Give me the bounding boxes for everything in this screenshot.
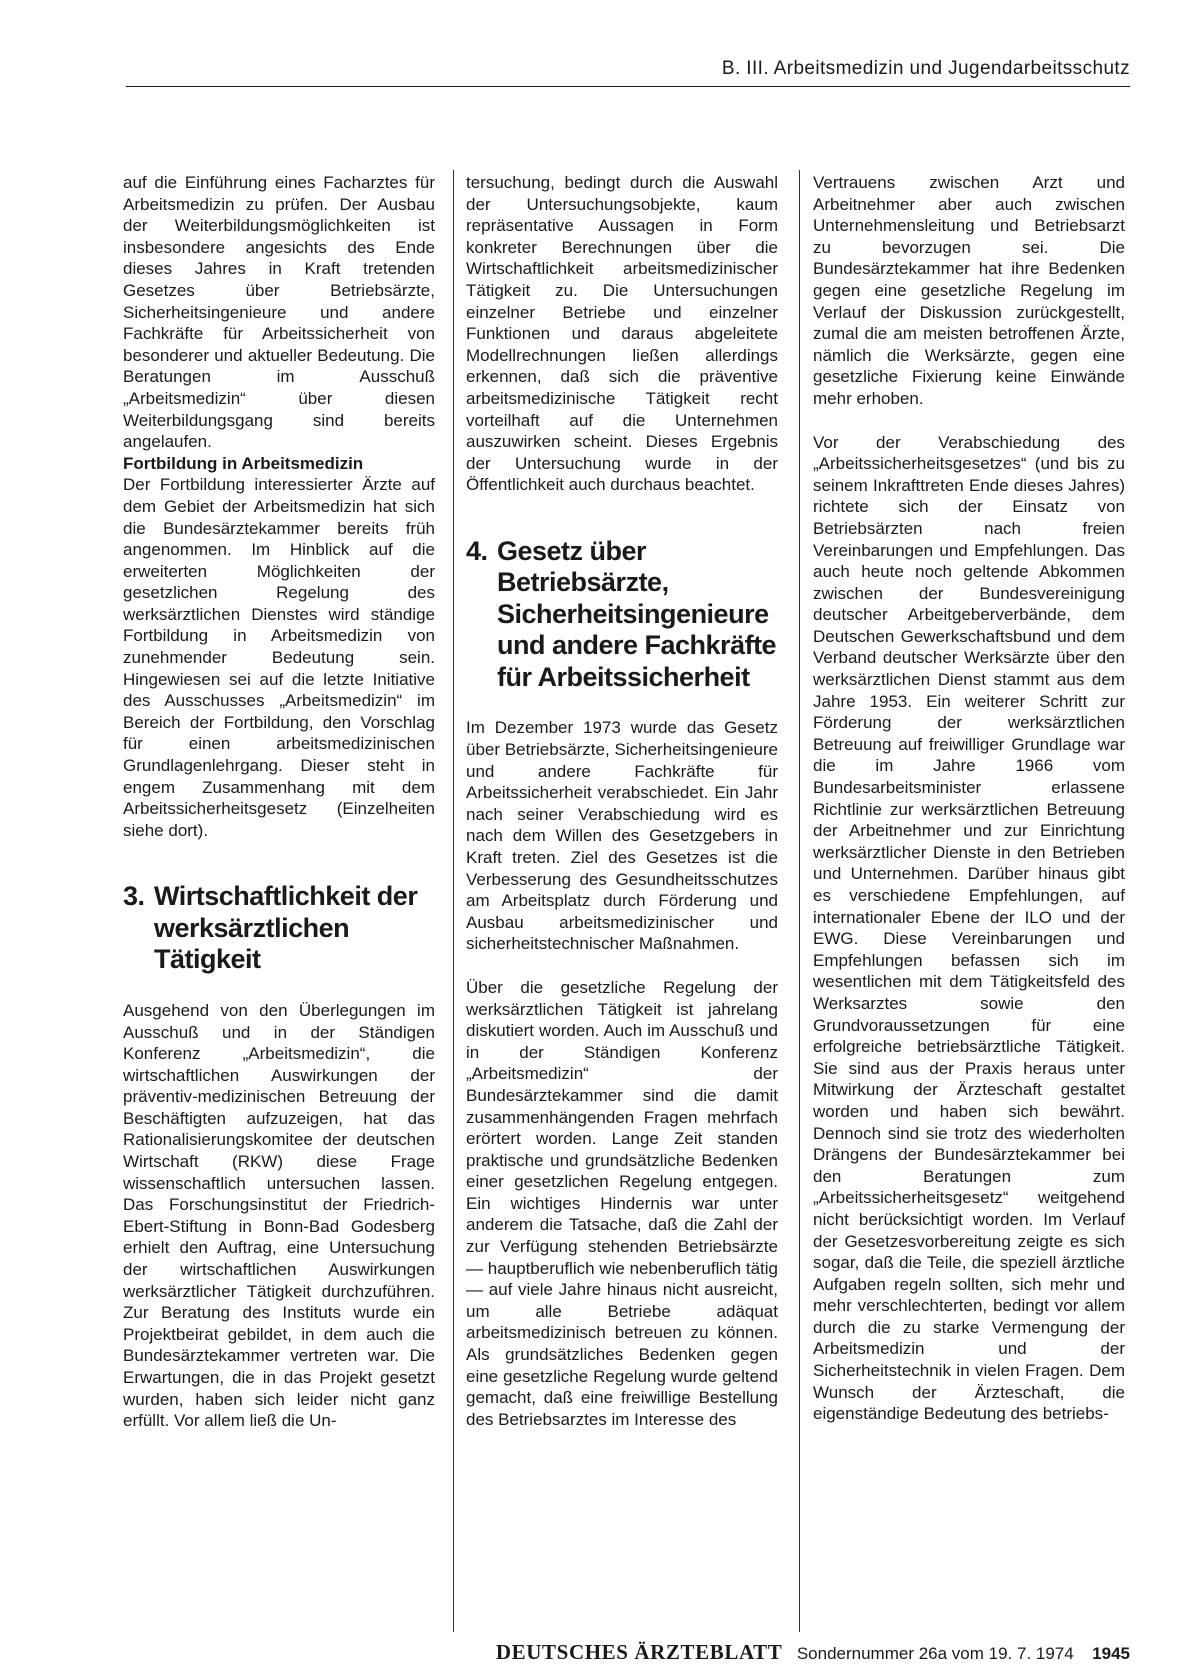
paragraph: Der Fortbildung interessierter Ärzte auf dem Gebiet der Arbeitsmedizin hat sich die Bundesärztekammer bereits früh angenommen. Im Hinblick auf die erweiterten Möglichkeiten der gesetzlichen Regelung des werksärztlichen Dienstes wird ständige Fortbildung in Arbeitsmedizin von zunehmender Bedeutung sein. Hingewiesen sei auf die letzte Initiative des Ausschusses „Arbeitsmedizin“ im Bereich der Fortbildung, den Vorschlag für einen arbeitsmedizinischen Grundlagenlehrgang. Dieser steht in engem Zusammenhang mit dem Arbeitssicherheitsgesetz (Einzelheiten siehe dort). <box>123 475 435 840</box>
paragraph: Im Dezember 1973 wurde das Gesetz über Betriebsärzte, Sicherheitsingenieure und andere Fachkräfte für Arbeitssicherheit verabschiedet. Ein Jahr nach seiner Verabschiedung wird es nach dem Willen des Gesetzgebers in Kraft treten. Ziel des Gesetzes ist die Verbesserung des Gesundheitsschutzes am Arbeitsplatz durch Förderung und Ausbau arbeitsmedizinischer und sicherheitstechnischer Maßnahmen. <box>466 718 778 954</box>
column-1 <box>123 172 435 1432</box>
paragraph: Vertrauens zwischen Arzt und Arbeitnehmer aber auch zwischen Unternehmensleitung und Betriebsarzt zu bevorzugen sei. Die Bundesärztekammer hat ihre Bedenken gegen eine gesetzliche Regelung im Verlauf der Diskussion zurückgestellt, zumal die am meisten betroffenen Ärzte, nämlich die Werksärzte, gegen eine gesetzliche Fixierung keine Einwände mehr erhoben. <box>813 173 1125 408</box>
section-title: Wirtschaftlichkeit der werksärztlichen Tätigkeit <box>154 881 418 975</box>
paragraph: Vor der Verabschiedung des „Arbeitssicherheitsgesetzes“ (und bis zu seinem Inkrafttreten Ende dieses Jahres) richtete sich der Einsatz von Betriebsärzten nach freien Vereinbarungen und Empfehlungen. Das auch heute noch geltende Abkommen zwischen der Bundesvereinigung deutscher Arbeitgeberverbände, dem Deutschen Gewerkschaftsbund und dem Verband deutscher Werksärzte über den werksärztlichen Dienst stammt aus dem Jahre 1953. Ein weiterer Schritt zur Förderung der werksärztlichen Betreuung auf freiwilliger Grundlage war die im Jahre 1966 vom Bundesarbeitsminister erlassene Richtlinie zur werksärztlichen Betreuung der Arbeitnehmer und zur Einrichtung werksärztlicher Dienste in den Betrieben und Unternehmen. Darüber hinaus gibt es verschiedene Empfehlungen, auf internationaler Ebene der ILO und der EWG. Diese Vereinbarungen und Empfehlungen befassen sich im wesentlichen mit dem Tätigkeitsfeld des Werksarztes sowie den Grundvoraussetzungen für eine erfolgreiche betriebsärztliche Tätigkeit. Sie sind aus der Praxis heraus unter Mitwirkung der Ärzteschaft gestaltet worden und haben sich bewährt. Dennoch sind sie trotz des wiederholten Drängens der Bundesärztekammer bei den Beratungen zum „Arbeitssicherheitsgesetz“ weitgehend nicht berücksichtigt worden. Im Verlauf der Gesetzesvorbereitung zeigte es sich sogar, daß die Teile, die speziell ärztliche Aufgaben regeln sollten, sich mehr und mehr verschlechterten, bedingt vor allem durch die zu starke Vermengung der Arbeitsmedizin und der Sicherheitstechnik in vielen Fragen. Dem Wunsch der Ärzteschaft, die eigenständige Bedeutung des betriebs- <box>813 432 1125 1424</box>
section-heading-3 <box>123 881 435 976</box>
section-number: 3. <box>123 881 145 912</box>
page-footer <box>126 1640 1130 1665</box>
journal-title: DEUTSCHES ÄRZTEBLATT <box>495 1640 783 1664</box>
section-heading-4 <box>466 536 778 694</box>
column-divider <box>799 170 800 1632</box>
paragraph: Ausgehend von den Überlegungen im Ausschuß und in der Ständigen Konferenz „Arbeitsmedizin“, die wirtschaftlichen Auswirkungen der präventiv-medizinischen Betreuung der Beschäftigten aufzuzeigen, hat das Rationalisierungskomitee der deutschen Wirtschaft (RKW) diese Frage wissenschaftlich untersuchen lassen. Das Forschungsinstitut der Friedrich-Ebert-Stiftung in Bonn-Bad Godesberg erhielt den Auftrag, eine Untersuchung der wirtschaftlichen Auswirkungen werksärztlicher Tätigkeit durchzuführen. Zur Beratung des Instituts wurde ein Projektbeirat gebildet, in dem auch die Bundesärztekammer vertreten war. Die Erwartungen, die in das Projekt gesetzt wurden, haben sich leider nicht ganz erfüllt. Vor allem ließ die Un- <box>123 1000 435 1431</box>
issue-info: Sondernummer 26a vom 19. 7. 1974 <box>796 1644 1074 1663</box>
header-rule <box>126 86 1130 87</box>
subheading: Fortbildung in Arbeitsmedizin <box>123 453 364 473</box>
page-number: 1945 <box>1092 1644 1130 1663</box>
section-title: Gesetz über Betriebsärzte, Sicherheitsingenieure und andere Fachkräfte für Arbeitssicherheit <box>497 535 777 692</box>
column-divider <box>453 170 454 1632</box>
section-number: 4. <box>466 535 488 566</box>
paragraph: tersuchung, bedingt durch die Auswahl der Untersuchungsobjekte, kaum repräsentative Aussagen in Form konkreter Berechnungen über die Wirtschaftlichkeit arbeitsmedizinischer Tätigkeit zu. Die Untersuchungen einzelner Betriebe und einzelner Funktionen und daraus abgeleitete Modellrechnungen ließen allerdings erkennen, daß sich die präventive arbeitsmedizinische Tätigkeit recht vorteilhaft auf die Unternehmen auszuwirken scheint. Dieses Ergebnis der Untersuchung wurde in der Öffentlichkeit auch durchaus beachtet. <box>466 173 778 495</box>
running-header: B. III. Arbeitsmedizin und Jugendarbeitsschutz <box>721 58 1130 79</box>
column-3 <box>813 172 1125 1425</box>
paragraph: auf die Einführung eines Facharztes für Arbeitsmedizin zu prüfen. Der Ausbau der Weiterbildungsmöglichkeiten ist insbesondere angesichts des Ende dieses Jahres in Kraft tretenden Gesetzes über Betriebsärzte, Sicherheitsingenieure und andere Fachkräfte für Arbeitssicherheit von besonderer und aktueller Bedeutung. Die Beratungen im Ausschuß „Arbeitsmedizin“ über diesen Weiterbildungsgang sind bereits angelaufen. <box>123 173 435 452</box>
paragraph: Über die gesetzliche Regelung der werksärztlichen Tätigkeit ist jahrelang diskutiert worden. Auch im Ausschuß und in der Ständigen Konferenz „Arbeitsmedizin“ der Bundesärztekammer sind die damit zusammenhängenden Fragen mehrfach erörtert worden. Lange Zeit standen praktische und grundsätzliche Bedenken einer gesetzlichen Regelung entgegen. Ein wichtiges Hindernis war unter anderem die Tatsache, daß die Zahl der zur Verfügung stehenden Betriebsärzte — hauptberuflich wie nebenberuflich tätig — auf viele Jahre hinaus nicht ausreicht, um alle Betriebe adäquat arbeitsmedizinisch betreuen zu können. Als grundsätzliches Bedenken gegen eine gesetzliche Regelung wurde geltend gemacht, daß eine freiwillige Bestellung des Betriebsarztes im Interesse des <box>466 977 778 1429</box>
column-2 <box>466 172 778 1430</box>
